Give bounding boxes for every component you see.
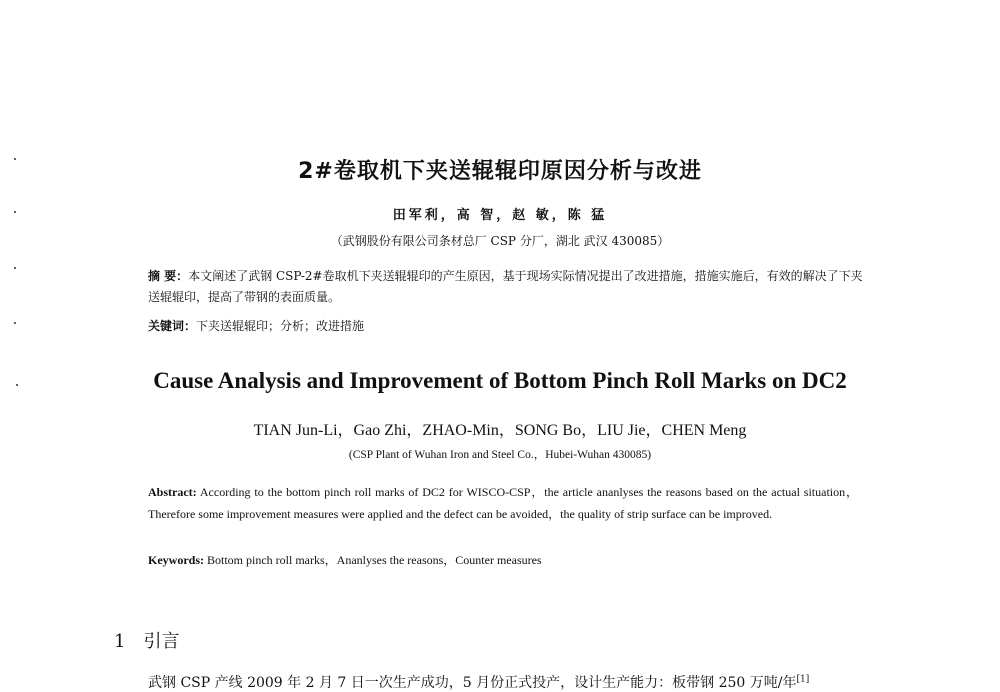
- chinese-keywords-text: 下夹送辊辊印；分析；改进措施: [196, 319, 365, 333]
- english-keywords-label: Keywords:: [148, 553, 204, 567]
- chinese-authors: 田军利，高 智，赵 敏，陈 猛: [392, 208, 608, 223]
- section-heading: [114, 627, 179, 653]
- chinese-abstract-label: 摘 要：: [148, 269, 189, 283]
- english-abstract-label: Abstract:: [148, 485, 197, 499]
- english-abstract: [148, 481, 858, 525]
- english-keywords: [148, 551, 542, 568]
- citation-ref: [1]: [796, 674, 810, 685]
- body-text: 武钢 CSP 产线 2009 年 2 月 7 日一次生产成功，5 月份正式投产，设计生产能力：板带钢 250 万吨/年: [148, 675, 797, 691]
- chinese-keywords-label: 关键词：: [148, 319, 197, 333]
- english-abstract-text: According to the bottom pinch roll marks of DC2 for WISCO-CSP，the article ananlyses the reasons based on the actual situation，Therefore some improvement measures were applied and the defect can be avoided，the quality of strip surface can be improved.: [148, 485, 858, 521]
- chinese-affiliation: （武钢股份有限公司条材总厂 CSP 分厂，湖北 武汉 430085）: [330, 234, 670, 248]
- section-number: 1: [114, 631, 126, 652]
- english-title: Cause Analysis and Improvement of Bottom Pinch Roll Marks on DC2: [153, 368, 847, 393]
- english-keywords-text: Bottom pinch roll marks，Ananlyses the reasons，Counter measures: [207, 553, 542, 567]
- english-authors: TIAN Jun-Li，Gao Zhi，ZHAO-Min，SONG Bo，LIU Jie，CHEN Meng: [253, 422, 747, 439]
- chinese-abstract: [148, 266, 864, 308]
- margin-speck: [14, 267, 16, 269]
- body-first-line: [148, 672, 809, 692]
- chinese-keywords: [148, 317, 364, 334]
- margin-speck: [14, 322, 16, 324]
- chinese-title: 2#卷取机下夹送辊辊印原因分析与改进: [298, 159, 702, 184]
- english-affiliation: (CSP Plant of Wuhan Iron and Steel Co.，Hubei-Wuhan 430085): [348, 449, 652, 461]
- chinese-abstract-text: 本文阐述了武钢 CSP-2#卷取机下夹送辊辊印的产生原因，基于现场实际情况提出了改进措施，措施实施后，有效的解决了下夹送辊辊印，提高了带钢的表面质量。: [148, 269, 863, 304]
- section-title: 引言: [143, 631, 180, 652]
